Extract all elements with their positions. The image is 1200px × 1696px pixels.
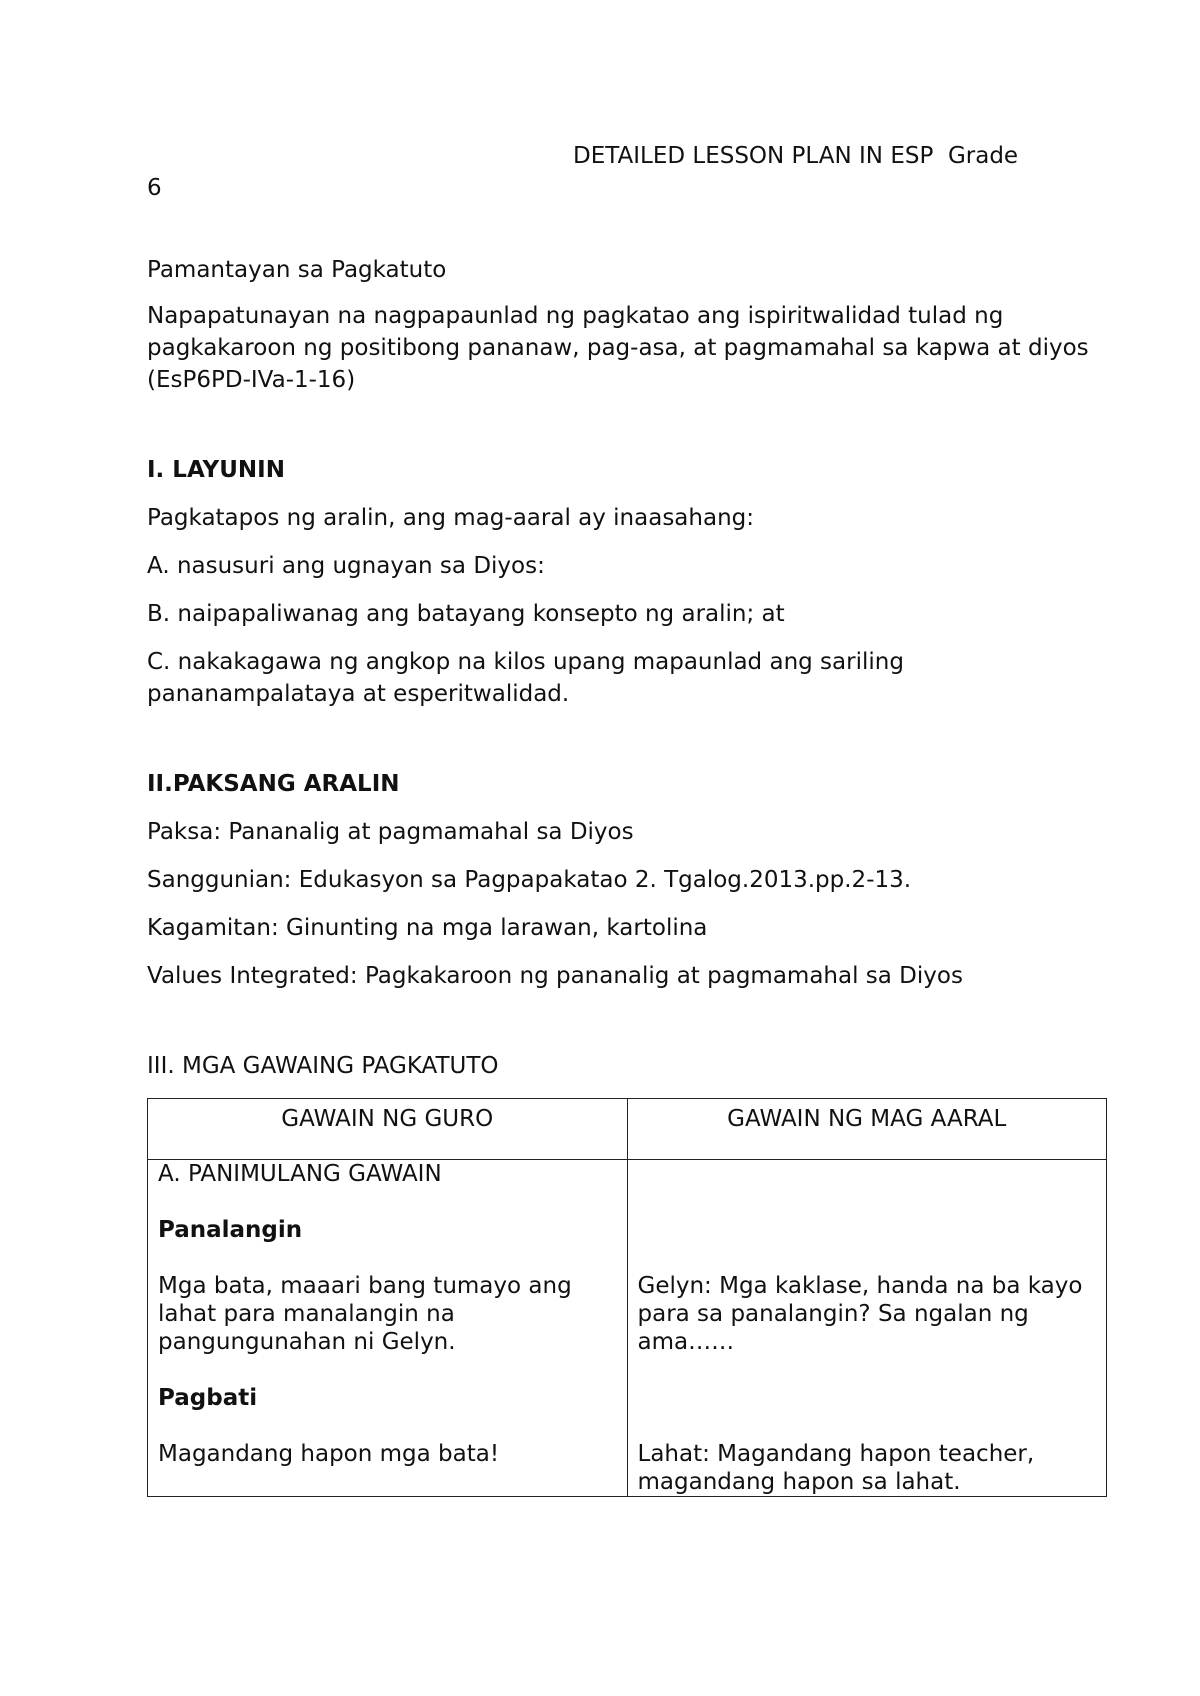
subject-reference: Sanggunian: Edukasyon sa Pagpapakatao 2. Tgalog.2013.pp.2-13.	[147, 867, 912, 893]
objectives-heading: I. LAYUNIN	[147, 457, 285, 483]
activities-table	[147, 1098, 1107, 1497]
col-header-teacher: GAWAIN NG GURO	[148, 1099, 628, 1160]
standard-label: Pamantayan sa Pagkatuto	[147, 257, 447, 283]
document-title: DETAILED LESSON PLAN IN ESP Grade	[573, 143, 1019, 169]
subject-materials: Kagamitan: Ginunting na mga larawan, kartolina	[147, 915, 708, 941]
objective-item-a: A. nasusuri ang ugnayan sa Diyos:	[147, 553, 545, 579]
standard-text: Napapatunayan na nagpapaunlad ng pagkatao ang ispiritwalidad tulad ng pagkakaroon ng positibong pananaw, pag-asa, at pagmamahal sa kapwa at diyos (EsP6PD-IVa-1-16)	[147, 303, 1089, 393]
greeting-label: Pagbati	[158, 1385, 258, 1411]
student-activities-cell	[627, 1160, 1107, 1497]
subject-values: Values Integrated: Pagkakaroon ng pananalig at pagmamahal sa Diyos	[147, 963, 963, 989]
greeting-teacher-text: Magandang hapon mga bata!	[158, 1441, 500, 1467]
section-label: A. PANIMULANG GAWAIN	[158, 1161, 442, 1187]
teacher-activities-cell	[148, 1160, 628, 1497]
objectives-intro: Pagkatapos ng aralin, ang mag-aaral ay inaasahang:	[147, 505, 754, 531]
table-row	[148, 1160, 1107, 1497]
objective-item-b: B. naipapaliwanag ang batayang konsepto ng aralin; at	[147, 601, 785, 627]
objective-item-c: C. nakakagawa ng angkop na kilos upang mapaunlad ang sariling pananampalataya at esperitwalidad.	[147, 649, 904, 707]
subject-heading: II.PAKSANG ARALIN	[147, 771, 400, 797]
prayer-teacher-text: Mga bata, maaari bang tumayo ang lahat para manalangin na pangungunahan ni Gelyn.	[158, 1273, 572, 1355]
document-title-grade: 6	[147, 175, 162, 201]
greeting-student-text: Lahat: Magandang hapon teacher, magandang hapon sa lahat.	[637, 1441, 1035, 1495]
lesson-plan-page	[147, 140, 1107, 1497]
col-header-student: GAWAIN NG MAG AARAL	[627, 1099, 1107, 1160]
prayer-student-text: Gelyn: Mga kaklase, handa na ba kayo para sa panalangin? Sa ngalan ng ama……	[637, 1273, 1083, 1355]
subject-topic: Paksa: Pananalig at pagmamahal sa Diyos	[147, 819, 634, 845]
table-header-row	[148, 1099, 1107, 1160]
activities-heading: III. MGA GAWAING PAGKATUTO	[147, 1053, 499, 1079]
prayer-label: Panalangin	[158, 1217, 303, 1243]
